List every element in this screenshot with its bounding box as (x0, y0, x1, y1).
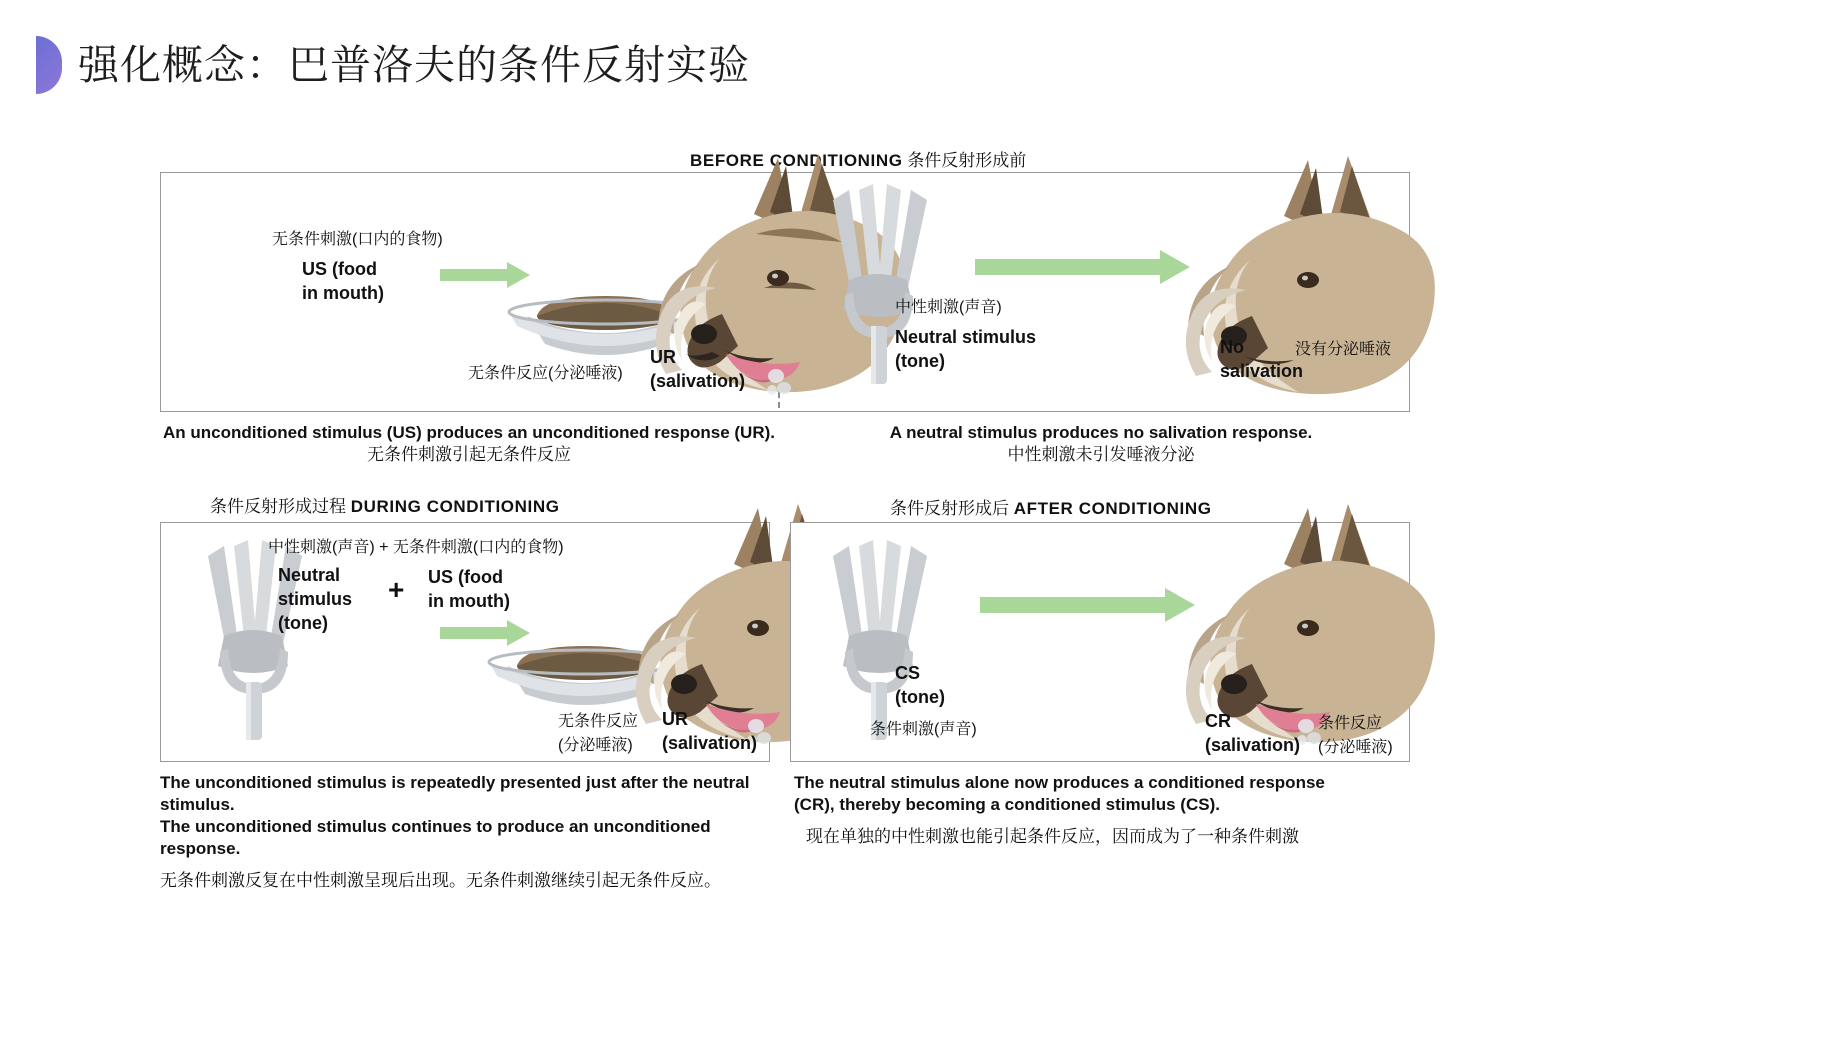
during-conditioning-header-cn: 条件反射形成过程 (210, 497, 346, 516)
cs-to-dog-arrow (980, 588, 1195, 622)
before-conditioning-header-en: BEFORE CONDITIONING (690, 151, 903, 170)
dog-head-illustration (1190, 488, 1440, 748)
before-us-caption-cn: 无条件刺激引起无条件反应 (367, 445, 571, 464)
after-conditioning-header (890, 494, 1212, 519)
during-neutral-label-line3: (tone) (278, 613, 328, 633)
during-caption-cn: 无条件刺激反复在中性刺激呈现后出现。无条件刺激继续引起无条件反应。 (160, 871, 721, 890)
before-neutral-caption (792, 422, 1410, 466)
ur-label-en-line2: (salivation) (650, 371, 746, 391)
slide-title-bar (0, 0, 1846, 130)
during-neutral-label-line2: stimulus (278, 589, 353, 609)
ur-label-cn: 无条件反应(分泌唾液) (468, 365, 623, 382)
during-conditioning-header-en: DURING CONDITIONING (350, 497, 560, 516)
plus-sign-label: + (388, 574, 405, 605)
ur-label-en-line1: UR (650, 347, 676, 367)
during-us-label-line1: US (food (428, 567, 503, 587)
us-to-dog-arrow (440, 262, 530, 288)
after-caption-en-line1: The neutral stimulus alone now produces a conditioned response (794, 773, 1325, 792)
neutral-stimulus-label-en-line1: Neutral stimulus (895, 327, 1037, 347)
title-accent-shape (36, 36, 62, 94)
during-neutral-label-line1: Neutral (278, 565, 341, 585)
during-us-label-line2: in mouth) (428, 591, 510, 611)
before-us-caption (160, 422, 778, 466)
page-title: 强化概念：巴普洛夫的条件反射实验 (78, 42, 750, 88)
before-conditioning-header-cn: 条件反射形成前 (907, 151, 1027, 170)
cr-label-cn-line1: 条件反应 (1318, 715, 1383, 732)
before-neutral-caption-cn: 中性刺激未引发唾液分泌 (1007, 445, 1195, 464)
during-ur-label-cn-line1: 无条件反应 (558, 713, 639, 730)
during-caption-en-line2: The unconditioned stimulus continues to produce an unconditioned response. (160, 817, 711, 858)
during-ur-label-en-line2: (salivation) (662, 733, 758, 753)
before-us-caption-en: An unconditioned stimulus (US) produces an unconditioned response (UR). (162, 423, 775, 442)
us-label-en-line1: US (food (302, 259, 377, 279)
neutral-stimulus-label-cn: 中性刺激(声音) (895, 299, 1002, 316)
cs-label-cn: 条件刺激(声音) (870, 721, 977, 738)
after-caption (794, 772, 1414, 848)
before-neutral-caption-en: A neutral stimulus produces no salivation response. (889, 423, 1313, 442)
no-salivation-label-line2: salivation (1220, 361, 1304, 381)
us-label-cn: 无条件刺激(口内的食物) (272, 231, 443, 248)
cr-label-line1: CR (1205, 711, 1231, 731)
during-caption-en-line1: The unconditioned stimulus is repeatedly presented just after the neutral stimulus. (160, 773, 750, 814)
after-caption-en-line2: (CR), thereby becoming a conditioned stimulus (CS). (794, 795, 1220, 814)
after-caption-cn: 现在单独的中性刺激也能引起条件反应，因而成为了一种条件刺激 (806, 827, 1299, 846)
during-combo-label-cn: 中性刺激(声音) + 无条件刺激(口内的食物) (268, 539, 564, 556)
no-salivation-label-line1: No (1220, 337, 1244, 357)
neutral-stimulus-label-en-line2: (tone) (895, 351, 945, 371)
cr-label-cn-line2: (分泌唾液) (1318, 739, 1393, 756)
during-ur-label-en-line1: UR (662, 709, 688, 729)
during-caption (160, 772, 780, 892)
after-conditioning-header-en: AFTER CONDITIONING (1013, 499, 1212, 518)
tuning-fork-icon (815, 532, 945, 742)
us-label-en-line2: in mouth) (302, 283, 384, 303)
cs-label-line2: (tone) (895, 687, 945, 707)
after-conditioning-header-cn: 条件反射形成后 (890, 499, 1009, 518)
pavlov-conditioning-diagram (150, 140, 1710, 1020)
cr-label-line2: (salivation) (1205, 735, 1301, 755)
during-ur-label-cn-line2: (分泌唾液) (558, 737, 633, 754)
during-conditioning-header (210, 492, 560, 517)
during-arrow (440, 620, 530, 646)
neutral-to-dog-arrow (975, 250, 1190, 284)
cs-label-line1: CS (895, 663, 921, 683)
no-salivation-label-cn: 没有分泌唾液 (1295, 341, 1392, 358)
